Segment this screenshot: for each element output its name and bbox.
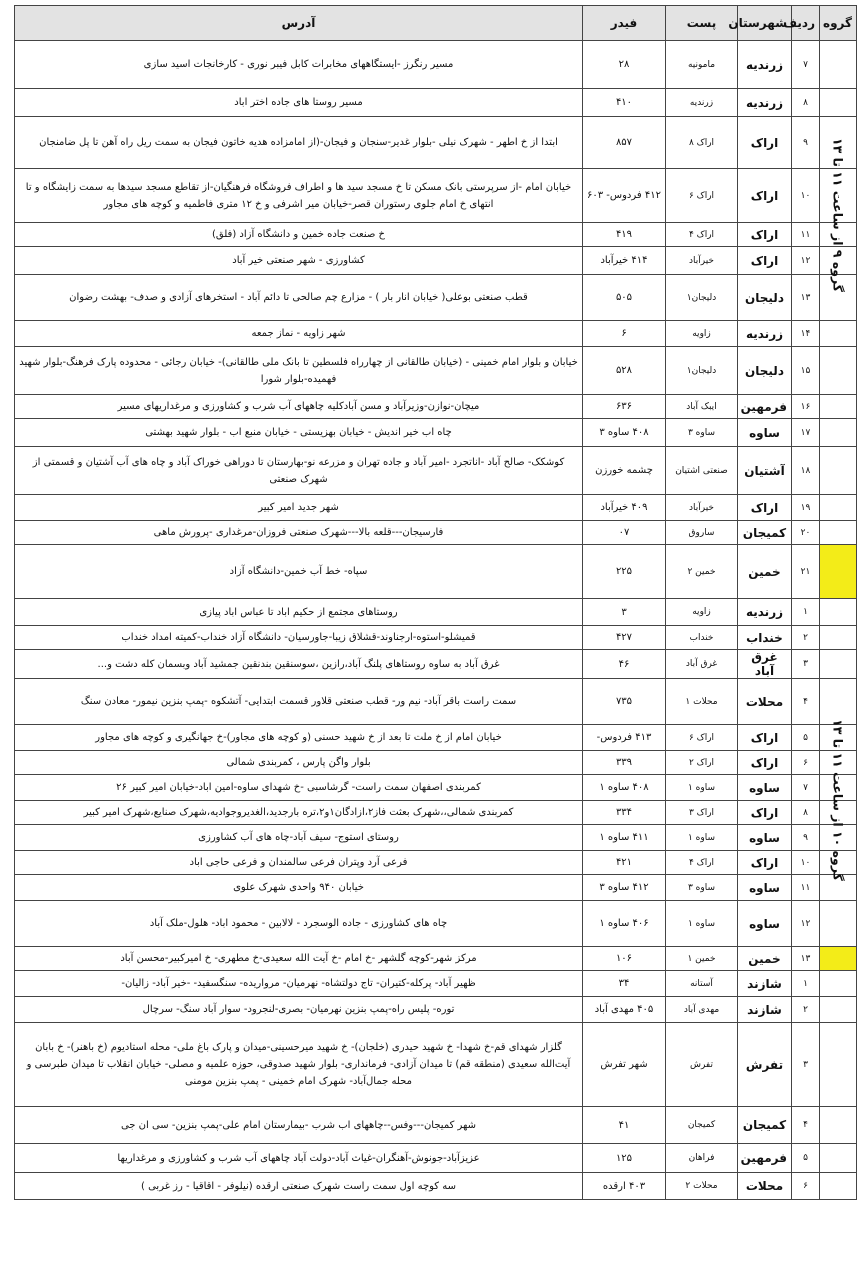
city-cell: محلات [738, 1173, 792, 1200]
address-cell: بلوار واگن پارس ، کمربندی شمالی [15, 751, 583, 775]
row-number-cell: ۱۱ [792, 875, 820, 901]
table-row [15, 247, 857, 275]
post-cell: خیرآباد [666, 495, 738, 521]
row-number-cell: ۱۰ [792, 169, 820, 223]
post-cell: خمین ۲ [666, 545, 738, 599]
table-row [15, 545, 857, 599]
header-row [15, 6, 857, 41]
feeder-cell: ۲۲۵ [583, 545, 666, 599]
post-cell: ساوه ۱ [666, 775, 738, 801]
city-cell: آشتیان [738, 447, 792, 495]
post-cell: دلیجان۱ [666, 275, 738, 321]
post-cell: آستانه [666, 971, 738, 997]
city-cell: دلیجان [738, 347, 792, 395]
table-row [15, 997, 857, 1023]
post-cell: اراک ۴ [666, 223, 738, 247]
post-cell: اراک ۳ [666, 801, 738, 825]
row-number-cell: ۱۵ [792, 347, 820, 395]
table-row [15, 169, 857, 223]
post-cell: اراک ۶ [666, 725, 738, 751]
table-row [15, 825, 857, 851]
table-row [15, 41, 857, 89]
address-cell: چاه اب خیر اندیش - خیابان بهزیستی - خیابان منبع اب - بلوار شهید بهشتی [15, 419, 583, 447]
header-post: پست [666, 6, 738, 41]
post-cell: غرق آباد [666, 650, 738, 679]
post-cell: خنداب [666, 626, 738, 650]
address-cell: ظهیر آباد- پرکله-کتیران- تاج دولتشاه- نهرمیان- مرواریده- سنگسفید- -خیر آباد- زالیان- [15, 971, 583, 997]
header-group: گروه [820, 6, 857, 41]
address-cell: مسیر رنگرز -ایستگاههای مخابرات کابل فیبر نوری - کارخانجات اسید سازی [15, 41, 583, 89]
group-cell [820, 626, 857, 650]
table-row [15, 275, 857, 321]
address-cell: مرکز شهر-کوچه گلشهر -خ امام -خ آیت الله سعیدی-خ مطهری- خ امیرکبیر-محسن آباد [15, 947, 583, 971]
table-row [15, 1173, 857, 1200]
row-number-cell: ۸ [792, 801, 820, 825]
row-number-cell: ۱۴ [792, 321, 820, 347]
city-cell: غرق آباد [738, 650, 792, 679]
row-number-cell: ۸ [792, 89, 820, 117]
group-cell [820, 321, 857, 347]
group-cell [820, 650, 857, 679]
table-row [15, 875, 857, 901]
table-row [15, 751, 857, 775]
city-cell: اراک [738, 725, 792, 751]
row-number-cell: ۱۸ [792, 447, 820, 495]
address-cell: خیابان ۹۴۰ واحدی شهرک علوی [15, 875, 583, 901]
post-cell: ساوه ۱ [666, 901, 738, 947]
row-number-cell: ۳ [792, 650, 820, 679]
post-cell: تفرش [666, 1023, 738, 1107]
group-cell [820, 1173, 857, 1200]
city-cell: دلیجان [738, 275, 792, 321]
group-cell [820, 679, 857, 725]
group-cell [820, 521, 857, 545]
feeder-cell: ۴۶ [583, 650, 666, 679]
city-cell: محلات [738, 679, 792, 725]
address-cell: خیابان و بلوار امام خمینی - (خیابان طالقانی از چهارراه فلسطین تا بانک ملی طالقانی)- خیابان رجائی - محدوده پارک فرهنگ-بلوار شهید فهمیده-بلوار شورا [15, 347, 583, 395]
post-cell: محلات ۲ [666, 1173, 738, 1200]
schedule-sheet [14, 5, 856, 1271]
city-cell: زرندیه [738, 599, 792, 626]
table-row [15, 89, 857, 117]
address-cell: شهر کمیجان---وفس--چاههای اب شرب -بیمارستان امام علی-پمپ بنزین- سی ان جی [15, 1107, 583, 1144]
address-cell: مسیر روستا های جاده اختر اباد [15, 89, 583, 117]
table-row [15, 650, 857, 679]
row-number-cell: ۱۹ [792, 495, 820, 521]
outage-schedule-table [14, 5, 857, 1200]
address-cell: قمیشلو-استوه-ارجناوند-قشلاق زیبا-جاورسیان- دانشگاه آزاد خنداب-کمیته امداد خنداب [15, 626, 583, 650]
feeder-cell: ۱۰۶ [583, 947, 666, 971]
row-number-cell: ۶ [792, 1173, 820, 1200]
feeder-cell: ۵۲۸ [583, 347, 666, 395]
row-number-cell: ۱۷ [792, 419, 820, 447]
city-cell: اراک [738, 117, 792, 169]
table-row [15, 419, 857, 447]
table-row [15, 901, 857, 947]
row-number-cell: ۱۳ [792, 947, 820, 971]
feeder-cell: ۴۱ [583, 1107, 666, 1144]
row-number-cell: ۴ [792, 1107, 820, 1144]
post-cell: زرندیه [666, 89, 738, 117]
group-cell [820, 41, 857, 89]
address-cell: کوشکک- صالح آباد -اناتجرد -امیر آباد و جاده تهران و مزرعه نو-بهارستان تا دوراهی خوراک آباد و چاه های آب آشتیان و قسمتی از شهرک صنعتی [15, 447, 583, 495]
post-cell: ساوه ۱ [666, 825, 738, 851]
city-cell: ساوه [738, 775, 792, 801]
header-city: شهرستان [738, 6, 792, 41]
feeder-cell: ۷۳۵ [583, 679, 666, 725]
address-cell: خیابان امام از خ ملت تا بعد از خ شهید حسنی (و کوچه های مجاور)-خ جهانگیری و کوچه های مجاور [15, 725, 583, 751]
address-cell: عزیزآباد-جونوش-آهنگران-غیاث آباد-دولت آباد چاههای آب شرب و کشاورزی و مرغداریها [15, 1144, 583, 1173]
row-number-cell: ۱۶ [792, 395, 820, 419]
feeder-cell: ۴۰۵ مهدی آباد [583, 997, 666, 1023]
address-cell: سمت راست باقر آباد- نیم ور- قطب صنعتی قلاور قسمت ابتدایی- آتشکوه -پمپ بنزین نیمور- معادن سنگ [15, 679, 583, 725]
feeder-cell: ۴۱۲ فردوس- ۶۰۳ [583, 169, 666, 223]
post-cell: فراهان [666, 1144, 738, 1173]
group-cell [820, 901, 857, 947]
address-cell: گلزار شهدای قم-خ شهدا- خ شهید حیدری (خلجان)- خ شهید میرحسینی-میدان و پارک باغ ملی- محله استادیوم (خ باهنر)- خ بابان آیت‌الله سعیدی (منطقه قم) تا میدان آزادی- فرمانداری- بلوار شهید صدوقی، حوزه علمیه و مصلی- خیابان انقلاب تا میدان طبرسی و محله جمال‌آباد- شهرک امام خمینی - پمپ بنزین مومنی [15, 1023, 583, 1107]
row-number-cell: ۱۰ [792, 851, 820, 875]
city-cell: اراک [738, 247, 792, 275]
table-row [15, 1107, 857, 1144]
post-cell: اراک ۴ [666, 851, 738, 875]
table-row [15, 321, 857, 347]
post-cell: اراک ۲ [666, 751, 738, 775]
row-number-cell: ۲ [792, 997, 820, 1023]
address-cell: میچان-نوازن-وزیرآباد و مسن آبادکلیه چاههای آب شرب و کشاورزی و مرغداریهای مسیر [15, 395, 583, 419]
table-row [15, 347, 857, 395]
address-cell: چاه های کشاورزی - جاده الوسجرد - لالابین - محمود اباد- هلول-ملک آباد [15, 901, 583, 947]
group-9-label: گروه ۹ از ساعت ۱۱ تا ۱۳ [830, 137, 846, 293]
city-cell: کمیجان [738, 521, 792, 545]
table-row [15, 971, 857, 997]
city-cell: اراک [738, 223, 792, 247]
table-row [15, 725, 857, 751]
feeder-cell: ۳۳۹ [583, 751, 666, 775]
post-cell: اراک ۸ [666, 117, 738, 169]
group-cell [820, 545, 857, 599]
city-cell: اراک [738, 801, 792, 825]
feeder-cell: ۵۰۵ [583, 275, 666, 321]
feeder-cell: ۴۰۶ ساوه ۱ [583, 901, 666, 947]
header-row-number: ردیف [792, 6, 820, 41]
city-cell: ساوه [738, 825, 792, 851]
feeder-cell: ۳ [583, 599, 666, 626]
city-cell: شازند [738, 997, 792, 1023]
feeder-cell: ۴۰۳ ارقده [583, 1173, 666, 1200]
row-number-cell: ۱۱ [792, 223, 820, 247]
row-number-cell: ۱۳ [792, 275, 820, 321]
post-cell: مامونیه [666, 41, 738, 89]
post-cell: صنعتی اشتیان [666, 447, 738, 495]
address-cell: سپاه- خط آب خمین-دانشگاه آزاد [15, 545, 583, 599]
feeder-cell: ۳۴ [583, 971, 666, 997]
address-cell: کشاورزی - شهر صنعتی خیر آباد [15, 247, 583, 275]
row-number-cell: ۴ [792, 679, 820, 725]
group-cell [820, 1107, 857, 1144]
feeder-cell: ۴۲۱ [583, 851, 666, 875]
table-row [15, 447, 857, 495]
table-row [15, 599, 857, 626]
header-feeder: فیدر [583, 6, 666, 41]
city-cell: تفرش [738, 1023, 792, 1107]
group-cell [820, 1144, 857, 1173]
city-cell: اراک [738, 751, 792, 775]
table-row [15, 775, 857, 801]
header-address: آدرس [15, 6, 583, 41]
city-cell: ساوه [738, 419, 792, 447]
post-cell: محلات ۱ [666, 679, 738, 725]
group-cell [820, 997, 857, 1023]
city-cell: خمین [738, 545, 792, 599]
group-cell [820, 1023, 857, 1107]
city-cell: ساوه [738, 901, 792, 947]
group-cell [820, 947, 857, 971]
table-row [15, 117, 857, 169]
table-row [15, 521, 857, 545]
feeder-cell: ۶ [583, 321, 666, 347]
address-cell: شهر جدید امیر کبیر [15, 495, 583, 521]
table-row [15, 395, 857, 419]
address-cell: فرعی آرد وپتران فرعی سالمندان و فرعی حاجی اباد [15, 851, 583, 875]
table-row [15, 801, 857, 825]
post-cell: کمیجان [666, 1107, 738, 1144]
post-cell: دلیجان۱ [666, 347, 738, 395]
feeder-cell: ۸۵۷ [583, 117, 666, 169]
address-cell: روستاهای مجتمع از حکیم اباد تا عباس اباد پیازی [15, 599, 583, 626]
row-number-cell: ۱ [792, 599, 820, 626]
table-row [15, 223, 857, 247]
group-cell [820, 495, 857, 521]
row-number-cell: ۹ [792, 825, 820, 851]
address-cell: خ صنعت جاده خمین و دانشگاه آزاد (فلق) [15, 223, 583, 247]
address-cell: توره- پلیس راه-پمپ بنزین نهرمیان- بصری-لنجرود- سوار آباد سنگ- سرچال [15, 997, 583, 1023]
group-cell [820, 447, 857, 495]
row-number-cell: ۶ [792, 751, 820, 775]
city-cell: اراک [738, 495, 792, 521]
city-cell: اراک [738, 169, 792, 223]
post-cell: اراک ۶ [666, 169, 738, 223]
feeder-cell: ۴۱۴ خیرآباد [583, 247, 666, 275]
feeder-cell: ۴۱۰ [583, 89, 666, 117]
feeder-cell: ۴۰۸ ساوه ۱ [583, 775, 666, 801]
post-cell: زاویه [666, 599, 738, 626]
city-cell: زرندیه [738, 321, 792, 347]
table-row [15, 947, 857, 971]
row-number-cell: ۲۱ [792, 545, 820, 599]
address-cell: کمربندی شمالی،،شهرک بعثت فاز۲،ازادگان۱و۲،تره بارجدید،الغدیروجوادیه،شهرک صنایع،شهرک امیر کبیر [15, 801, 583, 825]
post-cell: ساوه ۳ [666, 875, 738, 901]
city-cell: فرمهین [738, 1144, 792, 1173]
post-cell: مهدی آباد [666, 997, 738, 1023]
group-cell [820, 599, 857, 626]
city-cell: فرمهین [738, 395, 792, 419]
feeder-cell: ۶۳۶ [583, 395, 666, 419]
city-cell: زرندیه [738, 89, 792, 117]
table-row [15, 851, 857, 875]
group-cell [820, 971, 857, 997]
address-cell: کمربندی اصفهان سمت راست- گرشاسبی -خ شهدای ساوه-امین اباد-خیابان امیر کبیر ۲۶ [15, 775, 583, 801]
city-cell: ساوه [738, 875, 792, 901]
city-cell: شازند [738, 971, 792, 997]
address-cell: غرق آباد به ساوه روستاهای پلنگ آباد،رازین ،سوسنقین بندنقین جمشید آباد وبسمان کله دشت و... [15, 650, 583, 679]
city-cell: خنداب [738, 626, 792, 650]
table-row [15, 1023, 857, 1107]
feeder-cell: ۳۳۴ [583, 801, 666, 825]
feeder-cell: ۱۲۵ [583, 1144, 666, 1173]
post-cell: خمین ۱ [666, 947, 738, 971]
row-number-cell: ۱ [792, 971, 820, 997]
group-cell [820, 395, 857, 419]
group-10-label: گروه ۱۰ از ساعت ۱۱ تا ۱۳ [830, 719, 846, 881]
feeder-cell: شهر تفرش [583, 1023, 666, 1107]
row-number-cell: ۵ [792, 725, 820, 751]
address-cell: سه کوچه اول سمت راست شهرک صنعتی ارقده (نیلوفر - اقاقیا - رز غربی ) [15, 1173, 583, 1200]
city-cell: اراک [738, 851, 792, 875]
row-number-cell: ۲ [792, 626, 820, 650]
feeder-cell: ۲۸ [583, 41, 666, 89]
address-cell: قطب صنعتی بوعلی( خیابان انار بار ) - مزارع چم صالحی تا دائم آباد - استخرهای آزادی و صدف- بهشت رضوان [15, 275, 583, 321]
row-number-cell: ۷ [792, 41, 820, 89]
table-row [15, 1144, 857, 1173]
row-number-cell: ۱۲ [792, 247, 820, 275]
feeder-cell: ۴۱۹ [583, 223, 666, 247]
feeder-cell: ۴۱۱ ساوه ۱ [583, 825, 666, 851]
address-cell: روستای استوج- سیف آباد-چاه های آب کشاورزی [15, 825, 583, 851]
city-cell: زرندیه [738, 41, 792, 89]
post-cell: خیرآباد [666, 247, 738, 275]
post-cell: ساروق [666, 521, 738, 545]
row-number-cell: ۹ [792, 117, 820, 169]
row-number-cell: ۲۰ [792, 521, 820, 545]
address-cell: فارسیجان---قلعه بالا---شهرک صنعتی فروزان-مرغداری -پرورش ماهی [15, 521, 583, 545]
address-cell: ابتدا از خ اطهر - شهرک نیلی -بلوار غدیر-سنجان و فیجان-(از امامزاده هدیه خاتون فیجان به سمت ریل راه آهن تا پل ضامنجان [15, 117, 583, 169]
address-cell: شهر زاویه - نماز جمعه [15, 321, 583, 347]
post-cell: ایبک آباد [666, 395, 738, 419]
table-row [15, 679, 857, 725]
row-number-cell: ۱۲ [792, 901, 820, 947]
feeder-cell: ۴۰۹ خیرآباد [583, 495, 666, 521]
group-cell [820, 89, 857, 117]
city-cell: کمیجان [738, 1107, 792, 1144]
address-cell: خیابان امام -از سرپرستی بانک مسکن تا خ مسجد سید ها و اطراف فروشگاه فرهنگیان-از تقاطع مسجد سیدها به سمت زایشگاه و تا انتهای خ امام جلوی رستوران قصر-خیابان میر اشرفی و خ ۱۲ متری فاطمیه و کوچه های مجاور [15, 169, 583, 223]
feeder-cell: ۴۱۲ ساوه ۳ [583, 875, 666, 901]
row-number-cell: ۳ [792, 1023, 820, 1107]
feeder-cell: چشمه خورزن [583, 447, 666, 495]
row-number-cell: ۵ [792, 1144, 820, 1173]
city-cell: خمین [738, 947, 792, 971]
post-cell: ساوه ۳ [666, 419, 738, 447]
feeder-cell: ۴۲۷ [583, 626, 666, 650]
feeder-cell: ۰۷ [583, 521, 666, 545]
feeder-cell: ۴۱۳ فردوس- [583, 725, 666, 751]
post-cell: زاویه [666, 321, 738, 347]
feeder-cell: ۴۰۸ ساوه ۳ [583, 419, 666, 447]
group-cell [820, 419, 857, 447]
table-row [15, 626, 857, 650]
table-row [15, 495, 857, 521]
group-cell [820, 347, 857, 395]
row-number-cell: ۷ [792, 775, 820, 801]
